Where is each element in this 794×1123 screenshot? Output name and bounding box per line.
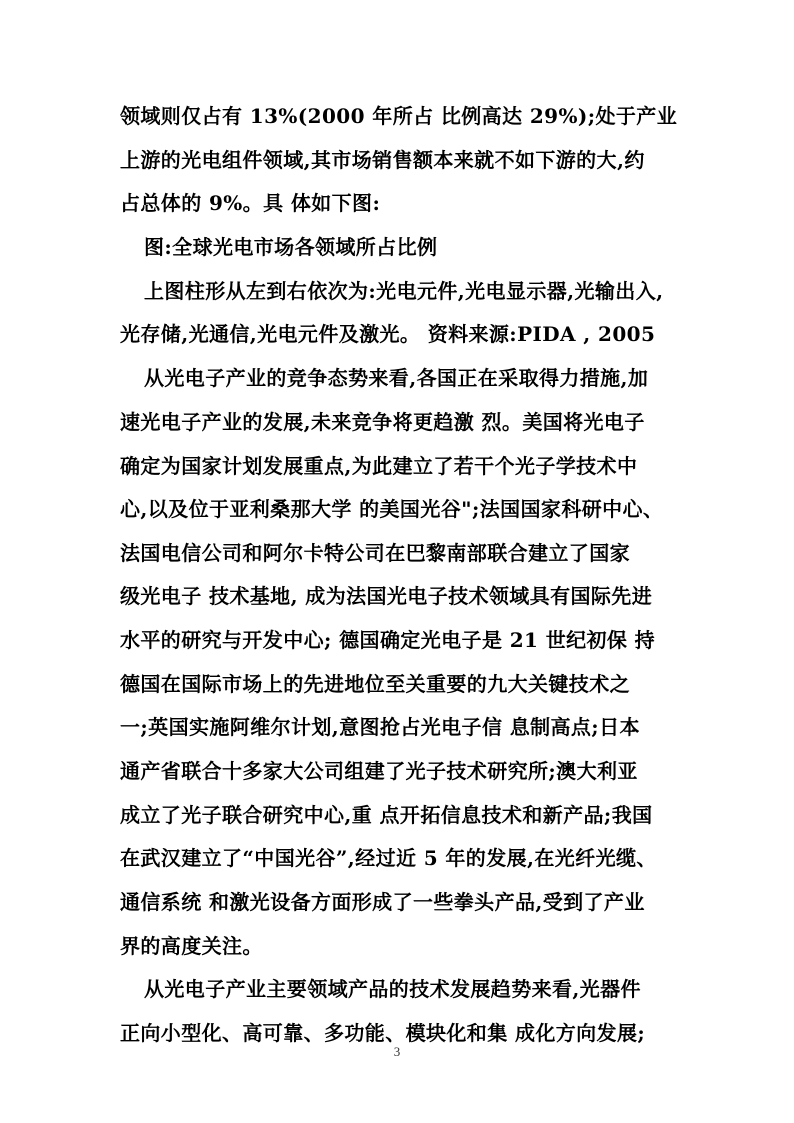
body-text-line: 心,以及位于亚利桑那大学 的美国光谷";法国国家科研中心、 [120,497,664,521]
body-text-line: 通信系统 和激光设备方面形成了一些拳头产品,受到了产业 [120,890,645,914]
body-text-line: 法国电信公司和阿尔卡特公司在巴黎南部联合建立了国家 [120,541,630,565]
body-text-line: 上图柱形从左到右依次为:光电元件,光电显示器,光输出入, [144,279,664,303]
body-text-line: 上游的光电组件领域,其市场销售额本来就不如下游的大,约 [120,148,645,172]
body-text-line: 从光电子产业的竞争态势来看,各国正在采取得力措施,加 [144,366,649,390]
body-text-line: 通产省联合十多家大公司组建了光子技术研究所;澳大利亚 [120,759,638,783]
body-text-line: 德国在国际市场上的先进地位至关重要的九大关键技术之 [120,672,630,696]
body-text-line: 界的高度关注。 [120,934,263,958]
figure-caption: 图:全球光电市场各领域所占比例 [144,235,438,259]
body-text-line: 从光电子产业主要领域产品的技术发展趋势来看,光器件 [144,977,641,1001]
body-text-line: 在武汉建立了“中国光谷”,经过近 5 年的发展,在光纤光缆、 [120,846,657,870]
body-text-line: 水平的研究与开发中心; 德国确定光电子是 21 世纪初保 持 [120,628,656,652]
body-text-line: 速光电子产业的发展,未来竞争将更趋激 烈。美国将光电子 [120,410,645,434]
page-number: 3 [393,1044,401,1059]
body-text-line: 领域则仅占有 13%(2000 年所占 比例高达 29%);处于产业 [120,104,678,128]
body-text-line: 级光电子 技术基地, 成为法国光电子技术领域具有国际先进 [120,584,653,608]
body-text-line: 一;英国实施阿维尔计划,意图抢占光电子信 息制高点;日本 [120,715,640,739]
source-note-line: 光存储,光通信,光电元件及激光。 资料来源:PIDA , 2005 [120,322,656,346]
body-text-line: 正向小型化、高可靠、多功能、模块化和集 成化方向发展; [120,1021,646,1045]
body-text-line: 确定为国家计划发展重点,为此建立了若干个光子学技术中 [120,454,638,478]
body-text-line: 成立了光子联合研究中心,重 点开拓信息技术和新产品;我国 [120,803,653,827]
body-text-line: 占总体的 9%。具 体如下图: [120,191,381,215]
